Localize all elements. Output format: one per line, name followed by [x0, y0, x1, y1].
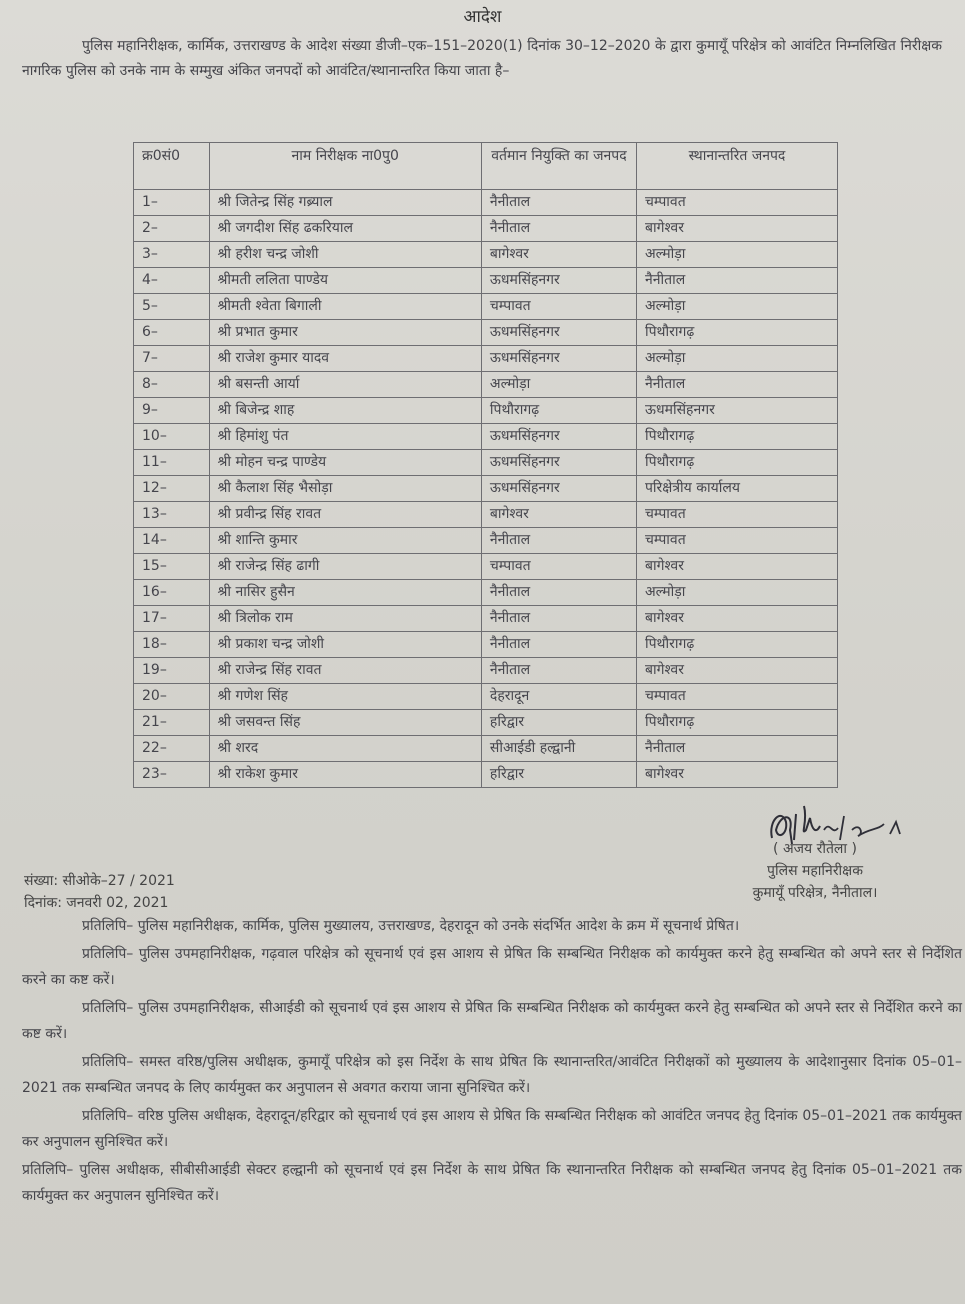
cell-current-district: नैनीताल	[481, 190, 636, 216]
copy-list	[22, 913, 962, 1211]
table-row	[134, 346, 838, 372]
cell-inspector-name: श्री जितेन्द्र सिंह गब्र्याल	[209, 190, 481, 216]
table-body	[134, 190, 838, 788]
cell-transferred-district: पिथौरागढ़	[636, 424, 837, 450]
cell-inspector-name: श्री राजेन्द्र सिंह ढागी	[209, 554, 481, 580]
cell-transferred-district: पिथौरागढ़	[636, 450, 837, 476]
cell-transferred-district: अल्मोड़ा	[636, 294, 837, 320]
signatory-designation: पुलिस महानिरीक्षक	[767, 863, 863, 879]
table-row	[134, 476, 838, 502]
cell-serial: 13–	[134, 502, 210, 528]
cell-inspector-name: श्री राकेश कुमार	[209, 762, 481, 788]
table-row	[134, 502, 838, 528]
cell-transferred-district: नैनीताल	[636, 736, 837, 762]
table-row	[134, 372, 838, 398]
cell-inspector-name: श्री प्रकाश चन्द्र जोशी	[209, 632, 481, 658]
table-row	[134, 736, 838, 762]
cell-serial: 3–	[134, 242, 210, 268]
cell-inspector-name: श्रीमती ललिता पाण्डेय	[209, 268, 481, 294]
cell-serial: 23–	[134, 762, 210, 788]
table-row	[134, 424, 838, 450]
cell-inspector-name: श्री जसवन्त सिंह	[209, 710, 481, 736]
cell-current-district: चम्पावत	[481, 554, 636, 580]
cell-serial: 10–	[134, 424, 210, 450]
cell-current-district: नैनीताल	[481, 658, 636, 684]
cell-serial: 6–	[134, 320, 210, 346]
cell-transferred-district: अल्मोड़ा	[636, 580, 837, 606]
cell-transferred-district: बागेश्वर	[636, 216, 837, 242]
table-row	[134, 710, 838, 736]
cell-transferred-district: परिक्षेत्रीय कार्यालय	[636, 476, 837, 502]
cell-transferred-district: अल्मोड़ा	[636, 346, 837, 372]
table-row	[134, 684, 838, 710]
header-transferred-district: स्थानान्तरित जनपद	[636, 143, 837, 190]
cell-serial: 9–	[134, 398, 210, 424]
cell-current-district: नैनीताल	[481, 606, 636, 632]
cell-serial: 11–	[134, 450, 210, 476]
cell-current-district: नैनीताल	[481, 632, 636, 658]
cell-current-district: नैनीताल	[481, 580, 636, 606]
signatory-office: कुमायूँ परिक्षेत्र, नैनीताल।	[752, 885, 878, 901]
table-row	[134, 606, 838, 632]
cell-current-district: ऊधमसिंहनगर	[481, 268, 636, 294]
document-title: आदेश	[463, 7, 502, 27]
cell-current-district: पिथौरागढ़	[481, 398, 636, 424]
cell-serial: 19–	[134, 658, 210, 684]
cell-serial: 12–	[134, 476, 210, 502]
cell-current-district: हरिद्वार	[481, 762, 636, 788]
table-row	[134, 242, 838, 268]
cell-current-district: सीआईडी हल्द्वानी	[481, 736, 636, 762]
table-row	[134, 762, 838, 788]
cell-serial: 18–	[134, 632, 210, 658]
cell-transferred-district: नैनीताल	[636, 268, 837, 294]
cell-inspector-name: श्री गणेश सिंह	[209, 684, 481, 710]
cell-current-district: ऊधमसिंहनगर	[481, 450, 636, 476]
cell-serial: 4–	[134, 268, 210, 294]
cell-serial: 22–	[134, 736, 210, 762]
cell-current-district: नैनीताल	[481, 528, 636, 554]
cell-inspector-name: श्री मोहन चन्द्र पाण्डेय	[209, 450, 481, 476]
cell-current-district: अल्मोड़ा	[481, 372, 636, 398]
table-row	[134, 190, 838, 216]
table-row	[134, 320, 838, 346]
copy-item: प्रतिलिपि– पुलिस उपमहानिरीक्षक, सीआईडी को सूचनार्थ एवं इस आशय से प्रेषित कि सम्बन्धित निरीक्षक को कार्यमुक्त करने हेतु सम्बन्धित को अपने स्तर से निर्देशित करने का कष्ट करें।	[22, 1000, 962, 1042]
cell-inspector-name: श्री राजेन्द्र सिंह रावत	[209, 658, 481, 684]
copy-item: प्रतिलिपि– समस्त वरिष्ठ/पुलिस अधीक्षक, कुमायूँ परिक्षेत्र को इस निर्देश के साथ प्रेषित कि स्थानान्तरित/आवंटित निरीक्षकों को मुख्यालय के आदेशानुसार दिनांक 05–01–2021 तक सम्बन्धित जनपद के लिए कार्यमुक्त कर अनुपालन से अवगत कराया जाना सुनिश्चित करें।	[22, 1054, 962, 1096]
table-row	[134, 216, 838, 242]
header-serial: क्र0सं0	[134, 143, 210, 190]
copy-item: प्रतिलिपि– वरिष्ठ पुलिस अधीक्षक, देहरादून/हरिद्वार को सूचनार्थ एवं इस आशय से प्रेषित कि सम्बन्धित निरीक्षक को आवंटित जनपद हेतु दिनांक 05–01–2021 तक कार्यमुक्त कर अनुपालन सुनिश्चित करें।	[22, 1108, 962, 1150]
table-row	[134, 398, 838, 424]
cell-transferred-district: चम्पावत	[636, 190, 837, 216]
cell-inspector-name: श्री शरद	[209, 736, 481, 762]
cell-inspector-name: श्री प्रवीन्द्र सिंह रावत	[209, 502, 481, 528]
cell-serial: 16–	[134, 580, 210, 606]
reference-number: संख्या: सीओके–27 / 2021	[24, 873, 175, 889]
cell-inspector-name: श्री कैलाश सिंह भैसोड़ा	[209, 476, 481, 502]
cell-transferred-district: पिथौरागढ़	[636, 320, 837, 346]
table-header-row	[134, 143, 838, 190]
cell-inspector-name: श्री नासिर हुसैन	[209, 580, 481, 606]
signatory-block	[715, 838, 915, 904]
cell-current-district: बागेश्वर	[481, 502, 636, 528]
cell-inspector-name: श्री हरीश चन्द्र जोशी	[209, 242, 481, 268]
cell-transferred-district: बागेश्वर	[636, 658, 837, 684]
cell-inspector-name: श्री बिजेन्द्र शाह	[209, 398, 481, 424]
table-row	[134, 450, 838, 476]
transfer-table	[133, 142, 838, 788]
cell-transferred-district: ऊधमसिंहनगर	[636, 398, 837, 424]
copy-item: प्रतिलिपि– पुलिस महानिरीक्षक, कार्मिक, पुलिस मुख्यालय, उत्तराखण्ड, देहरादून को उनके संदर्भित आदेश के क्रम में सूचनार्थ प्रेषित।	[82, 918, 740, 934]
cell-serial: 15–	[134, 554, 210, 580]
table-row	[134, 268, 838, 294]
cell-inspector-name: श्री हिमांशु पंत	[209, 424, 481, 450]
cell-serial: 2–	[134, 216, 210, 242]
copy-item: प्रतिलिपि– पुलिस उपमहानिरीक्षक, गढ़वाल परिक्षेत्र को सूचनार्थ एवं इस आशय से प्रेषित कि सम्बन्धित निरीक्षक को कार्यमुक्त करने हेतु सम्बन्धित को अपने स्तर से निर्देशित करने का कष्ट करें।	[22, 946, 962, 988]
cell-current-district: ऊधमसिंहनगर	[481, 424, 636, 450]
cell-inspector-name: श्री बसन्ती आर्या	[209, 372, 481, 398]
cell-current-district: हरिद्वार	[481, 710, 636, 736]
reference-block	[24, 870, 175, 914]
cell-serial: 21–	[134, 710, 210, 736]
cell-current-district: ऊधमसिंहनगर	[481, 320, 636, 346]
cell-current-district: चम्पावत	[481, 294, 636, 320]
cell-transferred-district: चम्पावत	[636, 528, 837, 554]
cell-current-district: ऊधमसिंहनगर	[481, 346, 636, 372]
cell-current-district: नैनीताल	[481, 216, 636, 242]
cell-inspector-name: श्री राजेश कुमार यादव	[209, 346, 481, 372]
cell-current-district: ऊधमसिंहनगर	[481, 476, 636, 502]
cell-inspector-name: श्री जगदीश सिंह ढकरियाल	[209, 216, 481, 242]
cell-transferred-district: बागेश्वर	[636, 606, 837, 632]
table-row	[134, 294, 838, 320]
cell-transferred-district: पिथौरागढ़	[636, 632, 837, 658]
reference-date: दिनांक: जनवरी 02, 2021	[24, 895, 169, 911]
cell-transferred-district: चम्पावत	[636, 502, 837, 528]
cell-serial: 20–	[134, 684, 210, 710]
table-row	[134, 658, 838, 684]
cell-serial: 8–	[134, 372, 210, 398]
cell-serial: 17–	[134, 606, 210, 632]
cell-transferred-district: पिथौरागढ़	[636, 710, 837, 736]
cell-inspector-name: श्री त्रिलोक राम	[209, 606, 481, 632]
cell-serial: 14–	[134, 528, 210, 554]
table-row	[134, 632, 838, 658]
cell-inspector-name: श्री प्रभात कुमार	[209, 320, 481, 346]
cell-transferred-district: अल्मोड़ा	[636, 242, 837, 268]
header-current-district: वर्तमान नियुक्ति का जनपद	[481, 143, 636, 190]
cell-transferred-district: चम्पावत	[636, 684, 837, 710]
table-row	[134, 554, 838, 580]
cell-transferred-district: बागेश्वर	[636, 554, 837, 580]
cell-serial: 5–	[134, 294, 210, 320]
cell-serial: 1–	[134, 190, 210, 216]
signatory-name: ( अजय रौतेला )	[773, 841, 857, 857]
copy-item: प्रतिलिपि– पुलिस अधीक्षक, सीबीसीआईडी सेक्टर हल्द्वानी को सूचनार्थ एवं इस निर्देश के साथ प्रेषित कि स्थानान्तरित निरीक्षक को सम्बन्धित जनपद हेतु दिनांक 05–01–2021 तक कार्यमुक्त कर अनुपालन सुनिश्चित करें।	[22, 1162, 962, 1204]
cell-transferred-district: बागेश्वर	[636, 762, 837, 788]
header-inspector-name: नाम निरीक्षक ना0पु0	[209, 143, 481, 190]
cell-current-district: बागेश्वर	[481, 242, 636, 268]
cell-inspector-name: श्री शान्ति कुमार	[209, 528, 481, 554]
table-row	[134, 580, 838, 606]
intro-paragraph: पुलिस महानिरीक्षक, कार्मिक, उत्तराखण्ड के आदेश संख्या डीजी–एक–151–2020(1) दिनांक 30–12–2020 के द्वारा कुमायूँ परिक्षेत्र को आवंटित निम्नलिखित निरीक्षक नागरिक पुलिस को उनके नाम के सम्मुख अंकित जनपदों को आवंटित/स्थानान्तरित किया जाता है–	[22, 38, 942, 79]
cell-inspector-name: श्रीमती श्वेता बिगाली	[209, 294, 481, 320]
cell-serial: 7–	[134, 346, 210, 372]
cell-current-district: देहरादून	[481, 684, 636, 710]
cell-transferred-district: नैनीताल	[636, 372, 837, 398]
table-row	[134, 528, 838, 554]
